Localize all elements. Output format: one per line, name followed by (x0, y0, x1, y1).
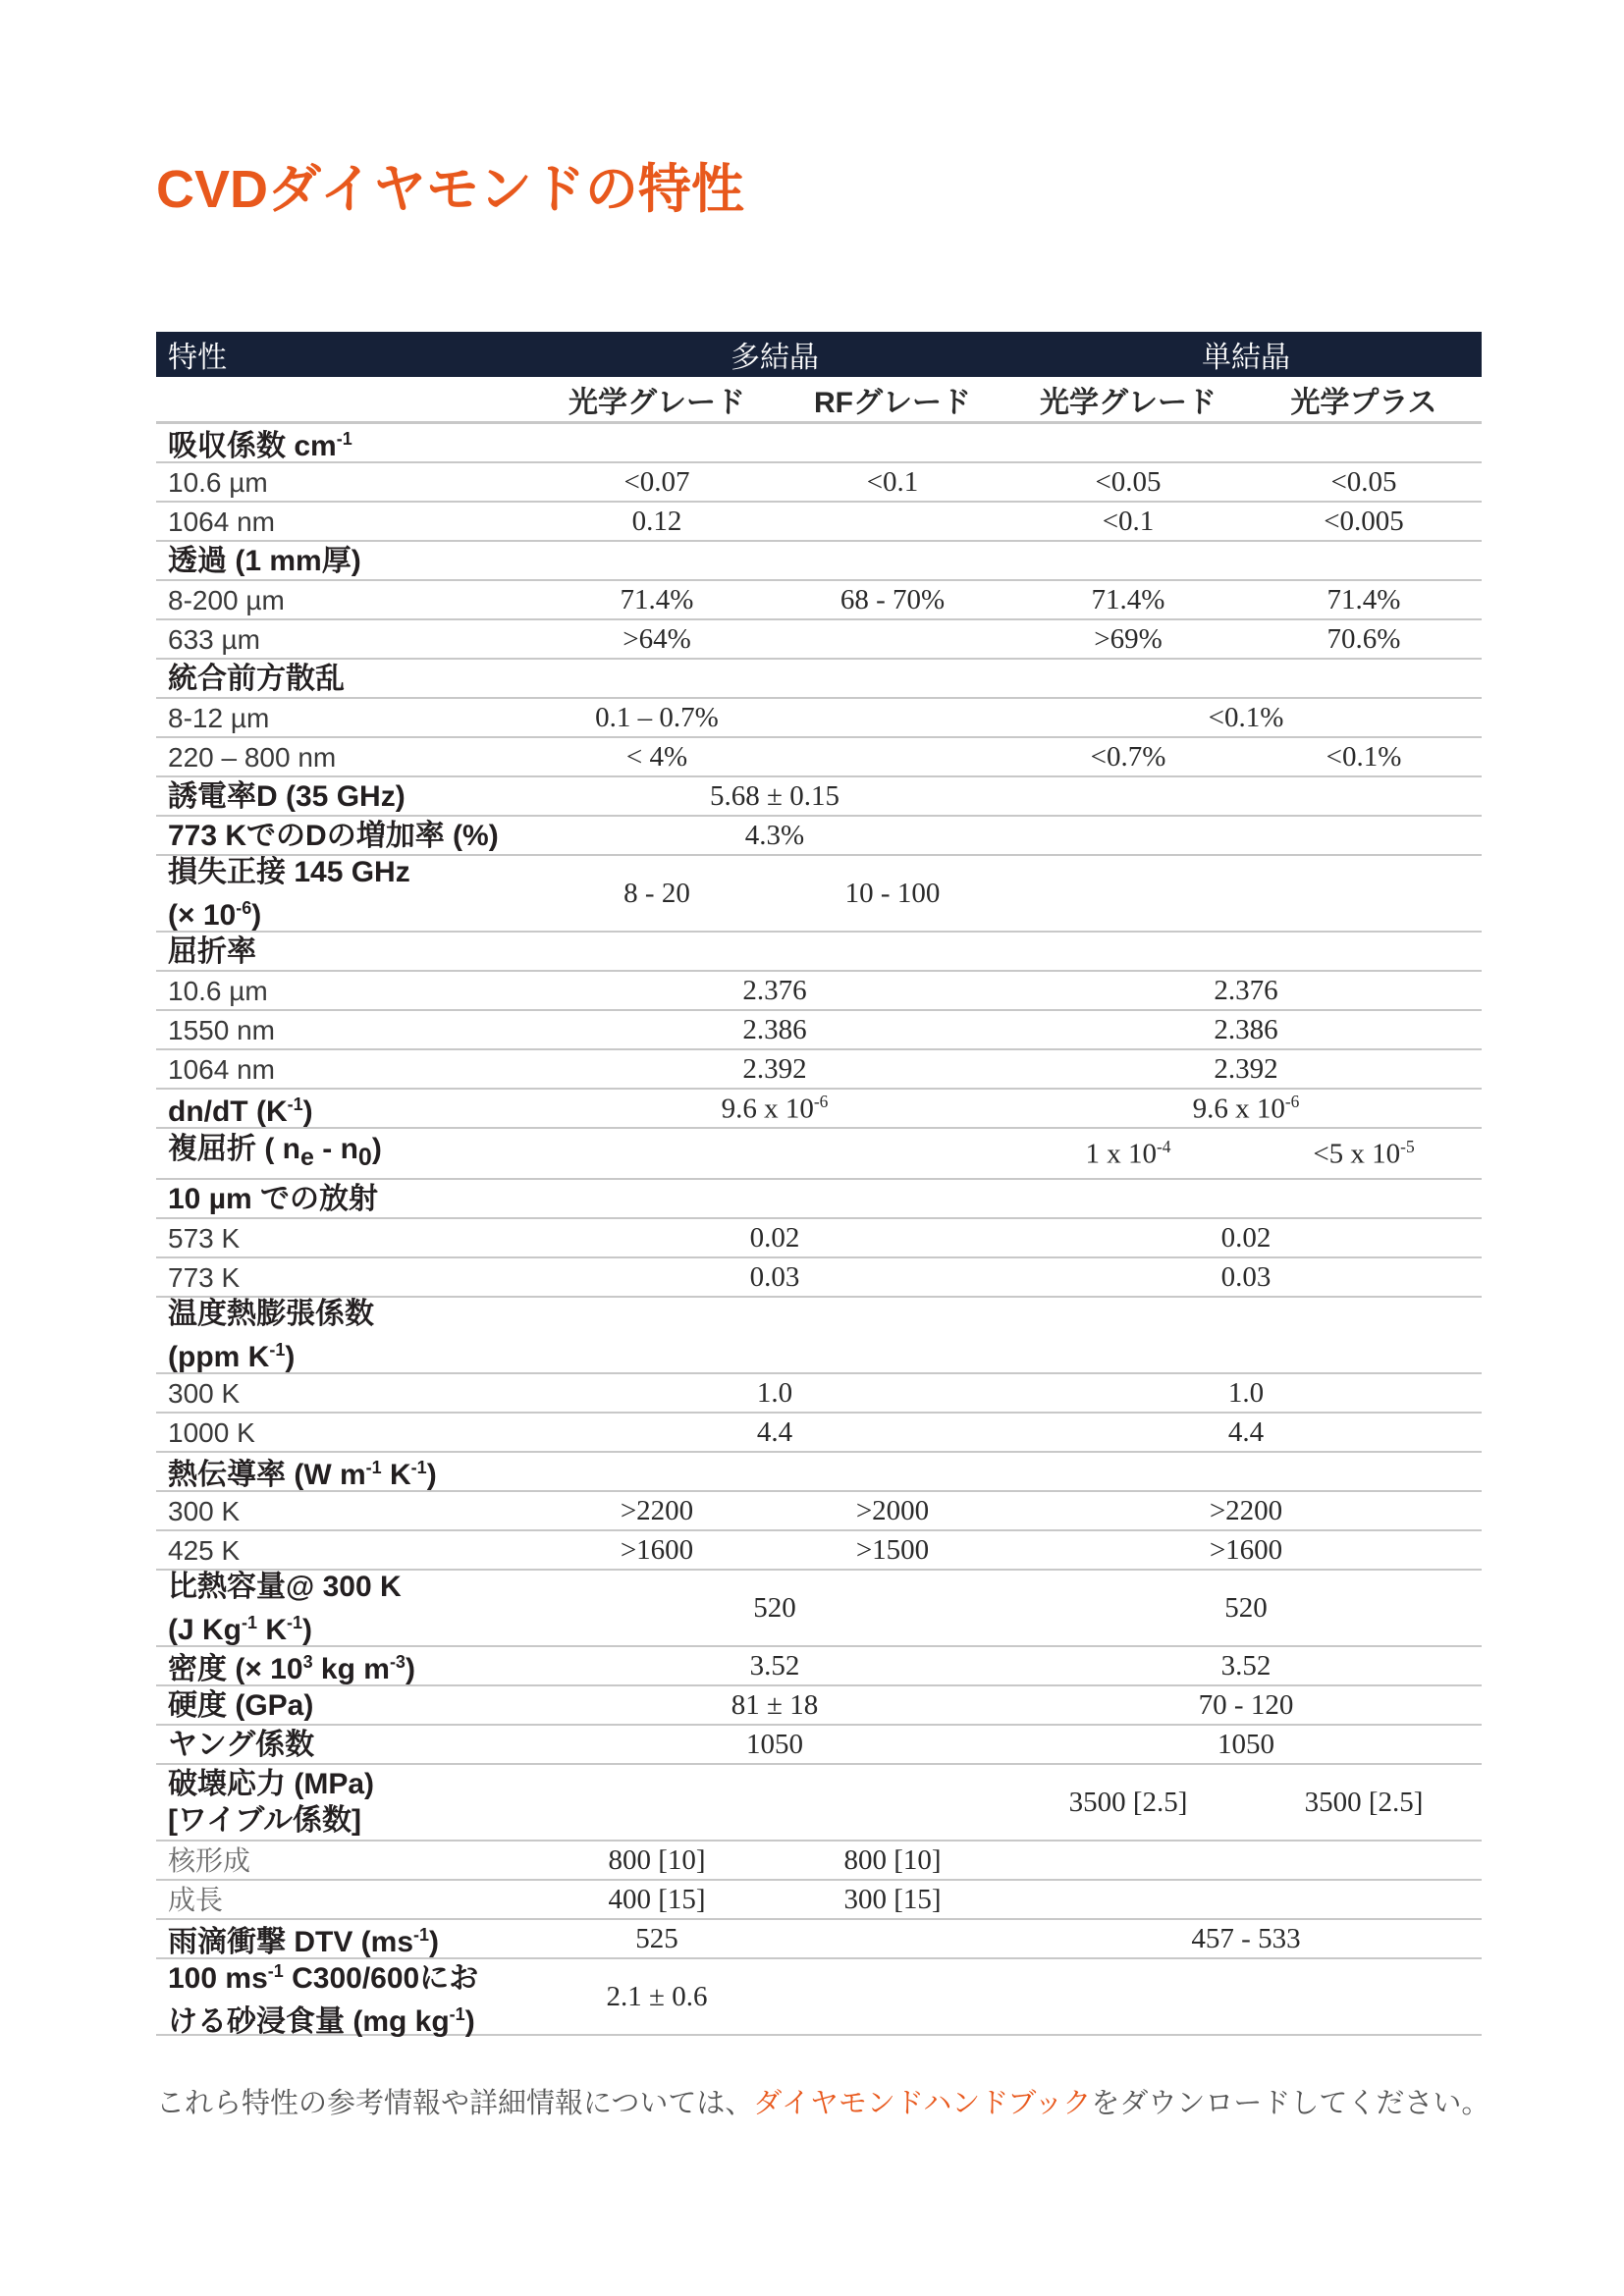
row-label-text-line2: (ppm K (168, 1340, 270, 1373)
label-mid: kg m (312, 1653, 390, 1685)
table-row (156, 660, 1482, 699)
header-property: 特性 (168, 342, 227, 374)
row-label (156, 1687, 539, 1724)
row-label-text: 透過 (1 mm厚) (168, 544, 361, 577)
label-mid: - n (313, 1133, 358, 1165)
label-superscript: -1 (269, 1339, 286, 1360)
value-cell: 5.68 ± 0.15 (710, 779, 839, 812)
row-label (156, 1131, 539, 1176)
value-cell: >2200 (1209, 1494, 1283, 1526)
row-label-text: 1550 nm (168, 1014, 275, 1045)
row-label-text: 比熱容量@ 300 K (168, 1570, 402, 1603)
row-label (156, 1375, 539, 1412)
value-cell: <0.1% (1326, 740, 1402, 773)
value-cell: <5 x $10^{-5}$ (1313, 1136, 1415, 1170)
label-mid: K (257, 1613, 288, 1646)
value-cell: 4.3% (744, 819, 805, 851)
value-cell: 2.376 (742, 974, 807, 1006)
value-cell: 3500 [2.5] (1068, 1786, 1188, 1818)
row-label (156, 934, 539, 970)
value-cell: 70.6% (1326, 622, 1401, 655)
row-label (156, 739, 539, 775)
value-cell: 800 [10] (843, 1843, 942, 1876)
row-label-text: 誘電率D (35 GHz) (168, 779, 406, 813)
value-superscript: -4 (1157, 1136, 1171, 1156)
subheader-poly-optical: 光学グレード (568, 386, 745, 419)
value-cell: <0.05 (1095, 465, 1162, 498)
value-cell: <0.1 (866, 465, 919, 498)
row-label-text: 10.6 µm (168, 975, 268, 1006)
row-label (156, 582, 539, 618)
row-label-text: 300 K (168, 1495, 241, 1526)
value-cell: 2.1 ± 0.6 (606, 1980, 708, 2012)
label-superscript: 3 (302, 1652, 313, 1672)
value-cell: 0.03 (749, 1260, 800, 1293)
table-row (156, 933, 1482, 972)
value-cell: 71.4% (1326, 583, 1401, 615)
value-cell: 1050 (746, 1728, 803, 1760)
table-row (156, 1258, 1482, 1298)
page-title: CVDダイヤモンドの特性 (156, 160, 744, 219)
row-label (156, 1953, 539, 2040)
value-cell: <0.7% (1090, 740, 1166, 773)
value-cell: 525 (635, 1922, 678, 1954)
value-cell: 3.52 (1220, 1649, 1272, 1682)
row-label (156, 661, 539, 697)
label-end: ) (251, 898, 262, 932)
value-cell: 2.392 (1214, 1052, 1278, 1085)
table-row (156, 699, 1482, 738)
row-label-text: 8-12 µm (168, 702, 270, 733)
value-cell: 800 [10] (608, 1843, 706, 1876)
value-cell: < 4% (625, 740, 688, 773)
table-row (156, 817, 1482, 856)
value-cell: <0.005 (1324, 505, 1404, 537)
table-row (156, 1686, 1482, 1726)
row-label-text: 温度熱膨張係数 (168, 1297, 374, 1330)
value-cell: 0.1 – 0.7% (595, 701, 719, 733)
row-label (156, 464, 539, 501)
properties-table (156, 332, 1482, 2036)
row-label (156, 421, 539, 464)
label-end: ) (464, 2005, 475, 2038)
row-label-text: 8-200 µm (168, 584, 285, 615)
value-cell: >1600 (1209, 1533, 1283, 1566)
row-label-text: 雨滴衝撃 DTV (ms (168, 1926, 414, 1958)
row-label (156, 1259, 539, 1296)
value-cell: 457 - 533 (1191, 1922, 1301, 1954)
label-superscript: -1 (336, 429, 352, 449)
table-row (156, 1180, 1482, 1219)
row-label (156, 818, 539, 854)
row-label (156, 778, 539, 815)
label-end: ) (302, 1613, 313, 1646)
table-row (156, 1374, 1482, 1414)
header-single-crystal: 単結晶 (1202, 342, 1290, 374)
table-row (156, 1571, 1482, 1647)
table-row (156, 1647, 1482, 1686)
value-cell: <0.1 (1102, 505, 1155, 537)
value-cell: 0.02 (1220, 1221, 1272, 1254)
row-label-text: 300 K (168, 1377, 241, 1409)
row-label-text: 硬度 (GPa) (168, 1688, 314, 1722)
subheader-poly-rf: RFグレード (814, 386, 971, 419)
subheader-single-optical: 光学グレード (1040, 386, 1217, 419)
row-label-text: dn/dT (K (168, 1095, 288, 1128)
row-label-text-line2: (J Kg (168, 1613, 242, 1646)
row-label (156, 1012, 539, 1048)
table-row (156, 1129, 1482, 1180)
table-row (156, 738, 1482, 777)
value-cell: 9.6 x $10^{-6}$ (1192, 1091, 1300, 1125)
value-cell: 2.386 (742, 1013, 807, 1045)
value-cell: 1050 (1218, 1728, 1274, 1760)
row-label (156, 1493, 539, 1529)
label-end: ) (426, 1459, 437, 1491)
row-label-text-line2: ける砂浸食量 (mg kg (168, 2005, 450, 2038)
label-superscript: -1 (242, 1612, 258, 1632)
table-row (156, 620, 1482, 660)
row-label-text-line2: (× 10 (168, 898, 237, 932)
label-mid: K (381, 1459, 411, 1491)
footnote-text: これら特性の参考情報や詳細情報については、 (156, 2088, 754, 2119)
value-cell: 8 - 20 (623, 877, 690, 909)
row-label-text: 633 µm (168, 623, 260, 655)
table-subheader (156, 377, 1482, 424)
label-superscript: -1 (287, 1095, 303, 1114)
row-label-text: 核形成 (168, 1844, 251, 1876)
label-subscript: 0 (357, 1144, 372, 1171)
value-cell: 2.386 (1214, 1013, 1278, 1045)
table-row (156, 1842, 1482, 1881)
value-superscript: -6 (813, 1091, 829, 1111)
footnote (156, 2081, 1489, 2121)
table-body (156, 424, 1482, 2036)
footnote-text-end: をダウンロードしてください。 (1091, 2088, 1490, 2119)
label-end: C300/600にお (283, 1962, 479, 1995)
row-label (156, 621, 539, 658)
table-row (156, 1492, 1482, 1531)
value-cell: 300 [15] (843, 1883, 942, 1915)
value-cell: 0.03 (1220, 1260, 1272, 1293)
value-cell: 71.4% (1091, 583, 1165, 615)
handbook-link[interactable]: ダイヤモンドハンドブック (753, 2088, 1092, 2119)
value-cell: >1500 (855, 1533, 930, 1566)
row-label (156, 1727, 539, 1763)
row-label (156, 543, 539, 579)
row-label-text: ヤング係数 (168, 1728, 315, 1761)
row-label (156, 504, 539, 540)
value-cell: <0.05 (1330, 465, 1397, 498)
value-cell: 400 [15] (608, 1883, 706, 1915)
value-cell: 3500 [2.5] (1304, 1786, 1424, 1818)
value-cell: 4.4 (1227, 1415, 1265, 1448)
table-row (156, 1726, 1482, 1765)
subheader-single-optical-plus: 光学プラス (1290, 386, 1437, 419)
value-cell: >2200 (620, 1494, 694, 1526)
table-row (156, 542, 1482, 581)
value-cell: 1.0 (1227, 1376, 1265, 1409)
value-cell: 81 ± 18 (731, 1688, 819, 1721)
label-end: ) (405, 1653, 415, 1685)
label-end: ) (285, 1340, 296, 1373)
label-end: ) (429, 1926, 440, 1958)
value-cell: 71.4% (620, 583, 694, 615)
value-cell: 0.12 (631, 505, 682, 537)
row-label (156, 700, 539, 736)
table-row (156, 1531, 1482, 1571)
row-label (156, 1181, 539, 1217)
label-superscript: -3 (389, 1652, 406, 1672)
row-label (156, 1087, 539, 1130)
value-cell: 3.52 (749, 1649, 800, 1682)
row-label (156, 973, 539, 1009)
label-subscript: e (300, 1144, 314, 1171)
row-label (156, 854, 539, 934)
row-label-text: 220 – 800 nm (168, 741, 337, 773)
label-superscript: -1 (287, 1612, 303, 1632)
value-cell: >2000 (855, 1494, 930, 1526)
table-row (156, 1050, 1482, 1090)
value-cell: 70 - 120 (1198, 1688, 1294, 1721)
table-row (156, 972, 1482, 1011)
label-superscript: -1 (267, 1961, 284, 1981)
value-cell: 10 - 100 (844, 877, 941, 909)
row-label-text: 1000 K (168, 1416, 255, 1448)
value-cell: 2.392 (742, 1052, 807, 1085)
row-label (156, 1051, 539, 1088)
row-label (156, 1220, 539, 1256)
label-superscript: -1 (449, 2004, 465, 2024)
table-row (156, 777, 1482, 817)
value-superscript: -6 (1284, 1091, 1300, 1111)
value-superscript: -5 (1400, 1136, 1415, 1156)
row-label-text: 425 K (168, 1534, 241, 1566)
table-row (156, 1414, 1482, 1453)
value-cell: <0.07 (623, 465, 690, 498)
row-label-text: 破壊応力 (MPa) (168, 1768, 374, 1800)
table-row (156, 1219, 1482, 1258)
row-label-text: 熱伝導率 (W m (168, 1459, 366, 1491)
row-label-text: 10 µm での放射 (168, 1182, 378, 1215)
row-label-text: 屈折率 (168, 934, 256, 968)
table-row (156, 1011, 1482, 1050)
row-label-text: 10.6 µm (168, 466, 268, 498)
label-superscript: -1 (365, 1458, 382, 1477)
table-row (156, 1959, 1482, 2036)
value-cell: 1.0 (756, 1376, 793, 1409)
value-cell: <0.1% (1208, 701, 1284, 733)
row-label-text: 1064 nm (168, 506, 275, 537)
table-row (156, 1298, 1482, 1374)
table-row (156, 1090, 1482, 1129)
row-label-text: 吸収係数 cm (168, 430, 337, 462)
row-label-text: 773 KでのDの増加率 (%) (168, 819, 499, 852)
row-label (156, 1569, 539, 1648)
table-row (156, 463, 1482, 503)
row-label (156, 1532, 539, 1569)
table-row (156, 424, 1482, 463)
row-label (156, 1766, 539, 1839)
row-label (156, 1415, 539, 1451)
value-cell: 2.376 (1214, 974, 1278, 1006)
label-end: ) (302, 1095, 313, 1128)
label-superscript: -6 (236, 897, 252, 918)
row-label-text-line2: [ワイブル係数] (168, 1804, 361, 1837)
value-cell: 1 x $10^{-4}$ (1085, 1136, 1171, 1170)
row-label-text: 密度 (× 10 (168, 1653, 303, 1685)
table-row (156, 856, 1482, 933)
row-label-text: 1064 nm (168, 1053, 275, 1085)
row-label-text: 773 K (168, 1261, 241, 1293)
table-row (156, 581, 1482, 620)
table-header (156, 332, 1482, 377)
value-cell: 520 (1224, 1591, 1268, 1624)
table-row (156, 1453, 1482, 1492)
value-cell: 4.4 (756, 1415, 793, 1448)
table-row (156, 1765, 1482, 1842)
row-label-text: 統合前方散乱 (168, 662, 345, 695)
value-cell: 68 - 70% (839, 583, 946, 615)
table-row (156, 1881, 1482, 1920)
header-polycrystalline: 多結晶 (731, 342, 819, 374)
value-cell: >64% (623, 622, 691, 655)
value-cell: 9.6 x $10^{-6}$ (721, 1091, 829, 1125)
row-label (156, 1644, 539, 1687)
value-cell: >1600 (620, 1533, 694, 1566)
row-label (156, 1882, 539, 1918)
table-row (156, 503, 1482, 542)
row-label (156, 1450, 539, 1493)
row-label (156, 1842, 539, 1879)
row-label-text: 573 K (168, 1222, 241, 1254)
value-cell: 0.02 (749, 1221, 800, 1254)
label-end: ) (371, 1133, 382, 1165)
row-label-text: 成長 (168, 1884, 224, 1915)
row-label-text: 複屈折 ( n (168, 1133, 300, 1165)
row-label-text: 100 ms (168, 1962, 268, 1995)
row-label-text: 損失正接 145 GHz (168, 855, 410, 888)
value-cell: >69% (1094, 622, 1163, 655)
label-superscript: -1 (410, 1458, 427, 1477)
row-label (156, 1296, 539, 1375)
value-cell: 520 (753, 1591, 796, 1624)
label-superscript: -1 (413, 1925, 430, 1945)
